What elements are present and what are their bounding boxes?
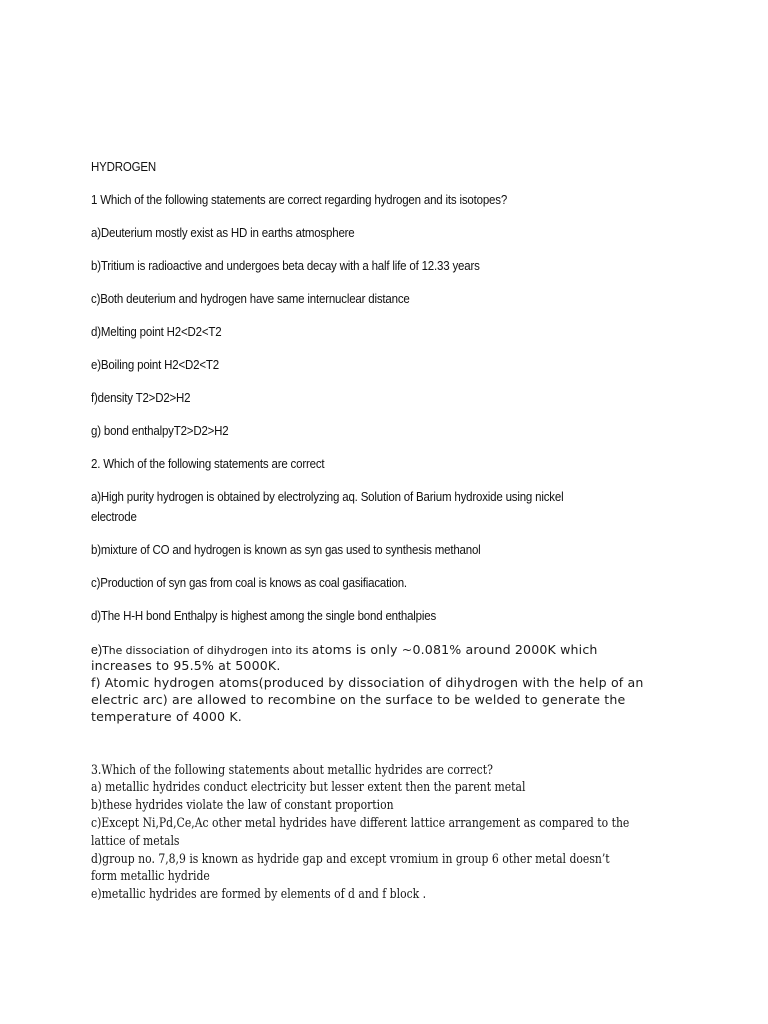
question-2-option-f-line-1: f) Atomic hydrogen atoms(produced by dissociation of dihydrogen with the help of an <box>91 675 644 690</box>
question-1-stem: 1 Which of the following statements are correct regarding hydrogen and its isotopes? <box>91 193 508 207</box>
question-2-option-a-line-1: a)High purity hydrogen is obtained by electrolyzing aq. Solution of Barium hydroxide using nickel <box>91 490 564 504</box>
question-2-option-f-line-2: electric arc) are allowed to recombine on the surface to be welded to generate the <box>91 692 626 707</box>
option-e-small-text: The dissociation of dihydrogen into its <box>102 644 312 657</box>
question-1-option-g: g) bond enthalpyT2>D2>H2 <box>91 424 229 438</box>
question-1-option-e: e)Boiling point H2<D2<T2 <box>91 358 219 372</box>
question-3-option-e: e)metallic hydrides are formed by elements of d and f block . <box>91 886 427 901</box>
question-3-option-d-line-2: form metallic hydride <box>91 868 210 883</box>
question-2-option-e-line-2: increases to 95.5% at 5000K. <box>91 658 281 673</box>
question-1-option-a: a)Deuterium mostly exist as HD in earths atmosphere <box>91 226 355 240</box>
question-3-option-c-line-1: c)Except Ni,Pd,Ce,Ac other metal hydrides have different lattice arrangement as compared to the <box>91 815 630 830</box>
question-2-option-c: c)Production of syn gas from coal is knows as coal gasifiacation. <box>91 576 407 590</box>
question-2-stem: 2. Which of the following statements are correct <box>91 457 325 471</box>
question-3-stem: 3.Which of the following statements about metallic hydrides are correct? <box>91 762 493 777</box>
question-2-option-f-line-3: temperature of 4000 K. <box>91 709 242 724</box>
question-2-option-d: d)The H-H bond Enthalpy is highest among the single bond enthalpies <box>91 609 437 623</box>
question-2-option-b: b)mixture of CO and hydrogen is known as syn gas used to synthesis methanol <box>91 543 481 557</box>
question-1-option-c: c)Both deuterium and hydrogen have same internuclear distance <box>91 292 410 306</box>
question-2-option-e-line-1 <box>91 641 598 659</box>
question-1-option-b: b)Tritium is radioactive and undergoes beta decay with a half life of 12.33 years <box>91 259 480 273</box>
question-2-option-a-line-2: electrode <box>91 510 137 524</box>
question-3-option-d-line-1: d)group no. 7,8,9 is known as hydride gap and except vromium in group 6 other metal doesn’t <box>91 851 610 866</box>
option-e-text: atoms is only ~0.081% around 2000K which <box>311 642 598 657</box>
option-e-label: e) <box>91 643 103 657</box>
question-1-option-d: d)Melting point H2<D2<T2 <box>91 325 222 339</box>
question-1-option-f: f)density T2>D2>H2 <box>91 391 191 405</box>
page-title: HYDROGEN <box>91 160 156 174</box>
question-3-option-a: a) metallic hydrides conduct electricity but lesser extent then the parent metal <box>91 779 526 794</box>
question-3-option-c-line-2: lattice of metals <box>91 833 180 848</box>
question-3-option-b: b)these hydrides violate the law of constant proportion <box>91 797 394 812</box>
